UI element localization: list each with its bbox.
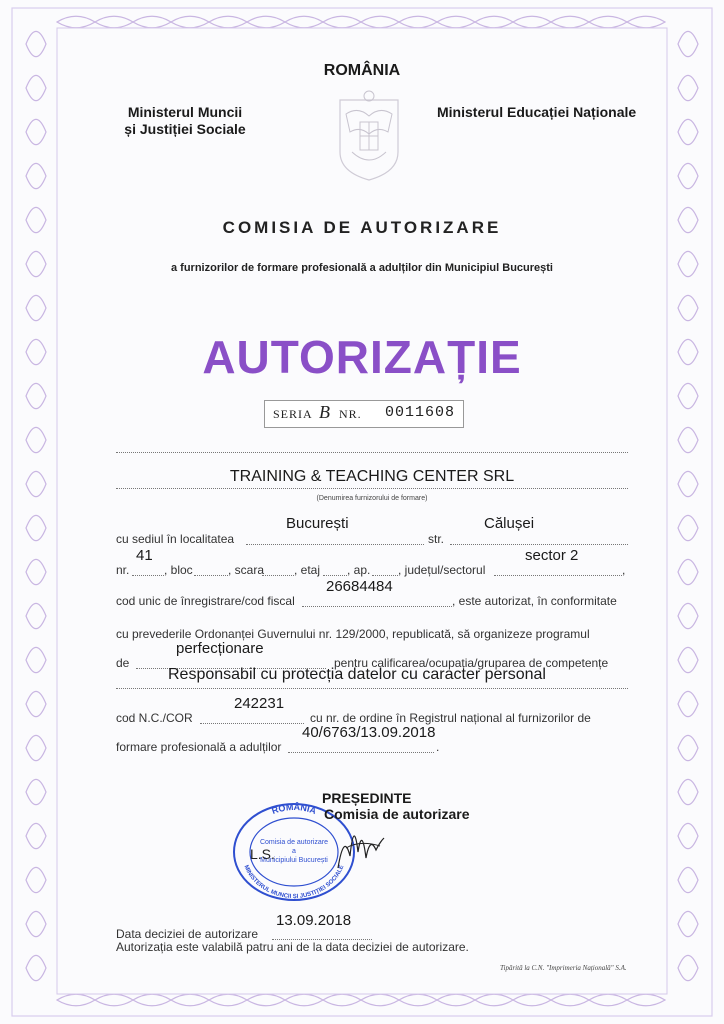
period: . — [436, 740, 440, 754]
dotted-line — [450, 544, 628, 545]
stamp-top-text: ROMÂNIA — [270, 801, 318, 817]
locality-value: București — [286, 515, 349, 532]
stamp-inner-line1: Comisia de autorizare — [259, 839, 329, 846]
dotted-line — [323, 575, 347, 576]
dotted-line — [200, 723, 304, 724]
nr-value: 41 — [136, 547, 153, 564]
dotted-line — [116, 452, 628, 453]
cui-suffix: , este autorizat, în conformitate — [452, 594, 617, 608]
printer-note: Tipărită la C.N. "Imprimeria Națională" S.A. — [500, 964, 627, 972]
series-box — [264, 400, 464, 428]
validity-note: Autorizația este valabilă patru ani de la data deciziei de autorizare. — [116, 940, 469, 954]
dotted-line — [116, 488, 628, 489]
cor-label: cod N.C./COR — [116, 711, 193, 725]
program-suffix: pentru calificarea/ocupația/gruparea de competențe — [334, 656, 609, 670]
occupation-value: Responsabil cu protecția datelor cu caracter personal — [168, 666, 546, 683]
ls-mark: L.S. — [250, 846, 275, 862]
stamp-inner-line3: Municipiului București — [260, 857, 328, 864]
street-value: Călușei — [484, 515, 535, 532]
dotted-line — [262, 575, 294, 576]
right-ministry: Ministerul Educației Naționale — [437, 104, 637, 120]
provider-name: TRAINING & TEACHING CENTER SRL — [229, 468, 515, 485]
bloc-label: , bloc — [164, 563, 193, 577]
nr-label: nr. — [116, 563, 130, 577]
street-label: str. — [428, 532, 445, 546]
left-ministry — [100, 104, 270, 138]
registry-label: formare profesională a adulților — [116, 740, 282, 754]
cui-value: 26684484 — [326, 578, 393, 595]
judet-label: , județul/sectorul — [398, 563, 486, 577]
etaj-label: , etaj — [294, 563, 321, 577]
commission-subtitle: a furnizorilor de formare profesională a adulților din Municipiul București — [171, 262, 553, 274]
program-prefix: de — [116, 656, 130, 670]
stamp-inner-line2: a — [292, 848, 296, 855]
dotted-line — [132, 575, 164, 576]
left-ministry-line2: și Justiției Sociale — [124, 121, 246, 137]
coat-of-arms-icon — [332, 82, 406, 182]
judet-value: sector 2 — [525, 547, 579, 564]
dotted-line — [372, 575, 398, 576]
comma: , — [622, 563, 626, 577]
commission-label: Comisia de autorizare — [324, 806, 470, 822]
dotted-line — [246, 544, 424, 545]
dotted-line — [302, 606, 452, 607]
dotted-line — [194, 575, 228, 576]
nr-label: NR. — [339, 407, 362, 421]
dotted-line — [116, 688, 628, 689]
dotted-line — [494, 575, 622, 576]
decision-label: Data deciziei de autorizare — [116, 927, 259, 941]
ordinance-text: cu prevederile Ordonanței Guvernului nr. 129/2000, republicată, să organizeze programul — [116, 627, 590, 641]
locality-label: cu sediul în localitatea — [116, 532, 235, 546]
left-ministry-line1: Ministerul Muncii — [127, 104, 243, 120]
president-title: PREȘEDINTE — [322, 790, 412, 806]
scara-label: , scara — [228, 563, 265, 577]
country-title: ROMÂNIA — [323, 62, 401, 79]
registry-value: 40/6763/13.09.2018 — [302, 724, 436, 741]
series-label: SERIA — [273, 407, 313, 421]
cui-label: cod unic de înregistrare/cod fiscal — [116, 594, 295, 608]
handwritten-signature — [330, 812, 390, 874]
registry-text: cu nr. de ordine în Registrul național al furnizorilor de — [310, 711, 591, 725]
series-number: 0011608 — [385, 404, 456, 421]
dotted-line — [288, 752, 434, 753]
cor-value: 242231 — [234, 695, 285, 712]
commission-title: COMISIA DE AUTORIZARE — [222, 218, 502, 237]
provider-caption: (Denumirea furnizorului de formare) — [316, 495, 428, 502]
stamp-bottom-text: MINISTERUL MUNCII ȘI JUSTIȚIEI SOCIALE — [242, 864, 346, 901]
decision-value: 13.09.2018 — [276, 912, 352, 929]
svg-text:ROMÂNIA — [270, 801, 318, 816]
document-title: AUTORIZAȚIE — [202, 331, 522, 383]
ap-label: , ap. — [347, 563, 371, 577]
program-value: perfecționare — [176, 640, 264, 657]
series-value: B — [319, 402, 330, 422]
